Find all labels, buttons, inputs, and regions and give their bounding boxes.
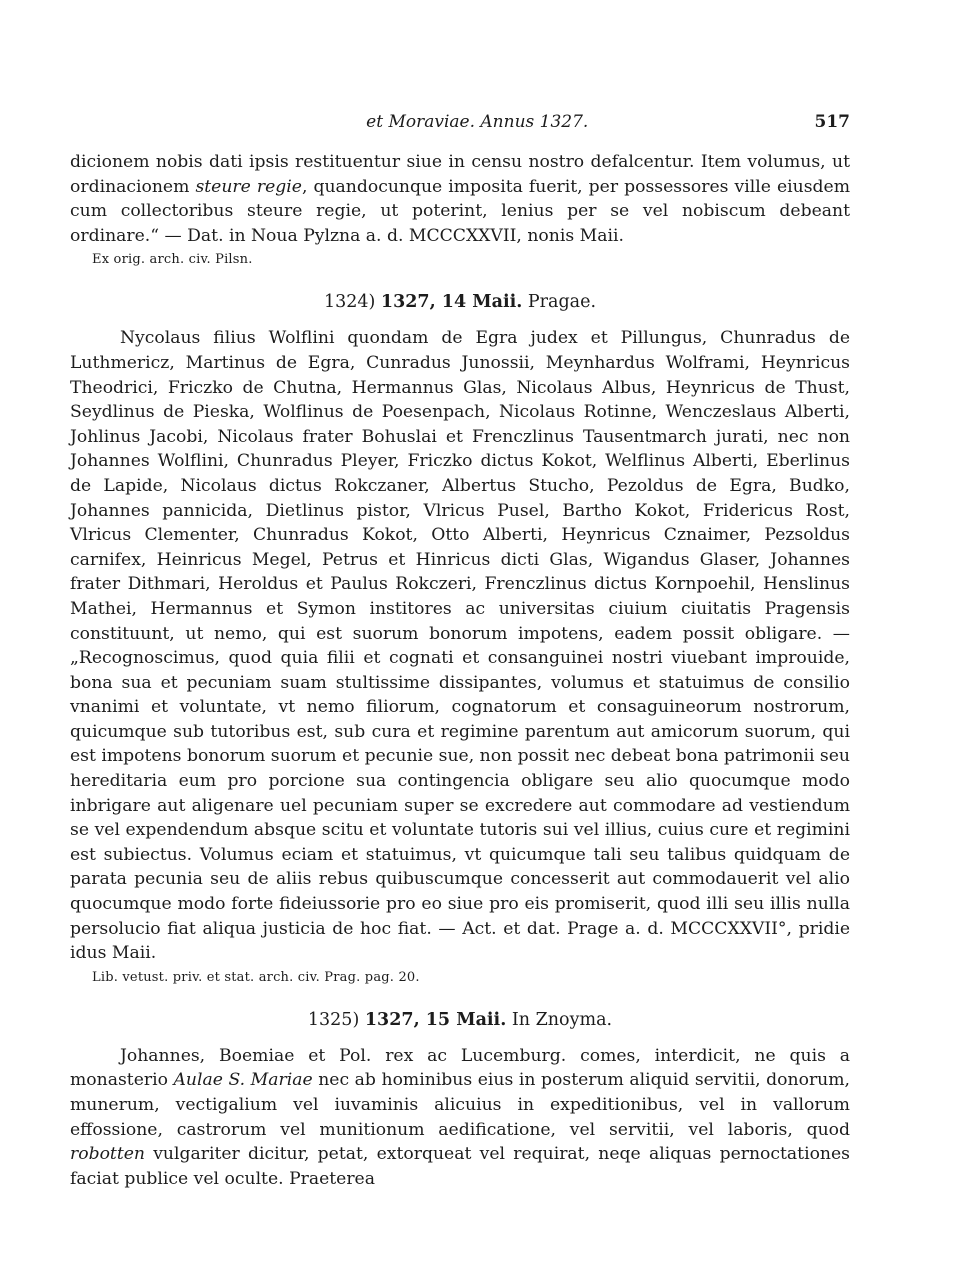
page-number: 517 (814, 112, 850, 132)
document-number: 1325) (307, 1009, 360, 1030)
running-header (70, 112, 850, 150)
paragraph-1324: Nycolaus filius Wolflini quondam de Egra judex et Pillungus, Chunradus de Luthmericz, Martinus de Egra, Cunradus Junossii, Meynhardus Wolframi, Heynricus Theodrici, Friczko de Chutna, Hermannus Glas, Nicolaus Albus, Heynricus de Thust, Seydlinus de Pieska, Wolflinus de Poesenpach, Nicolaus Rotinne, Wenczeslaus Alberti, Johlinus Jacobi, Nicolaus frater Bohuslai et Frenczlinus Tausentmarch jurati, nec non Johannes Wolflini, Chunradus Pleyer, Friczko dictus Kokot, Welflinus Alberti, Eberlinus de Lapide, Nicolaus dictus Rokczaner, Albertus Stucho, Pezoldus de Egra, Budko, Johannes pannicida, Dietlinus pistor, Vlricus Pusel, Bartho Kokot, Fridericus Rost, Vlricus Clementer, Chunradus Kokot, Otto Alberti, Heynricus Cznaimer, Pezsoldus carnifex, Heinricus Megel, Petrus et Hinricus dicti Glas, Wigandus Glaser, Johannes frater Dithmari, Heroldus et Paulus Rokczeri, Frenczlinus dictus Kornpoehil, Henslinus Mathei, Hermannus et Symon institores ac universitas ciuium ciuitatis Pragensis constituunt, ut nemo, qui est suorum bonorum impotens, eadem possit obligare. — „Recognoscimus, quod quia filii et cognati et consanguinei nostri viuebant improuide, bona sua et pecuniam suam stultissime dissipantes, volumus et statuimus de consilio vnanimi et voluntate, vt nemo filiorum, cognatorum et consaguineorum nostrorum, quicumque sub tutoribus est, sub cura et regimine parentum aut amicorum suorum, qui est impotens bonorum suorum et pecunie sue, non possit nec debeat bona patrimonii seu hereditaria eum pro porcione sua contingencia obligare seu alio quocumque modo inbrigare aut aligenare uel pecuniam super se excredere aut commodare ad vestiendum se vel expendendum absque scitu et voluntate tutoris sui vel illius, cuius cure et regimini est subiectus. Volumus eciam et statuimus, vt quicumque tali seu talibus quidquam de parata pecunia seu de aliis rebus quibuscumque concesserit aut commodauerit vel alio quocumque modo forte fideiussorie pro eo siue pro eis promiserit, quod illi seu illis nulla persolucio fiat aliqua justicia de hoc fiat. — Act. et dat. Prage a. d. MCCCXXVII°, pridie idus Maii. (70, 328, 850, 964)
source-note: Ex orig. arch. civ. Pilsn. (92, 252, 253, 268)
document-heading-1325 (70, 1010, 850, 1034)
text-segment: vulgariter dicitur, petat, extorqueat vel requirat, neqe aliquas pernoctationes faciat publice vel oculte. Praeterea (70, 1144, 850, 1189)
document-place: In Znoyma. (511, 1009, 613, 1030)
document-number: 1324) (323, 292, 376, 313)
document-date: 1327, 15 Maii. (364, 1009, 507, 1030)
document-place: Pragae. (527, 292, 597, 313)
italic-term: robotten (70, 1144, 145, 1165)
document-heading-1324 (70, 292, 850, 316)
paragraph-1323-end (70, 150, 850, 248)
page (70, 112, 850, 1191)
text-segment: dicionem nobis dati ipsis restituentur siue in censu nostro defalcentur. Item volumus, ut ordinacionem (70, 152, 850, 197)
text-segment: Johannes, Boemiae et Pol. rex ac Lucemburg. comes, interdicit, ne quis a monasterio (70, 1045, 850, 1091)
italic-term: steure regie (195, 176, 302, 197)
source-note: Lib. vetust. priv. et stat. arch. civ. Prag. pag. 20. (92, 969, 420, 985)
document-date: 1327, 14 Maii. (380, 292, 523, 313)
text-segment: , quandocunque imposita fuerit, per possessores ville eiusdem cum collectoribus steure regie, ut poterint, lenius per se vel nobiscum debeant ordinare.“ — Dat. in Noua Pylzna a. d. MCCCXXVII, nonis Maii. (70, 176, 850, 246)
running-title: et Moraviae. Annus 1327. (366, 112, 589, 132)
paragraph-1325 (70, 1044, 850, 1192)
italic-term: Aulae S. Mariae (173, 1070, 313, 1091)
text-segment: nec ab hominibus eius in posterum aliquid servitii, donorum, munerum, vectigalium vel iuvaminis alicuius in expeditionibus, vel in vallorum effossione, castrorum vel munitionum aedificatione, vel servitii, vel laboris, quod (70, 1070, 850, 1140)
